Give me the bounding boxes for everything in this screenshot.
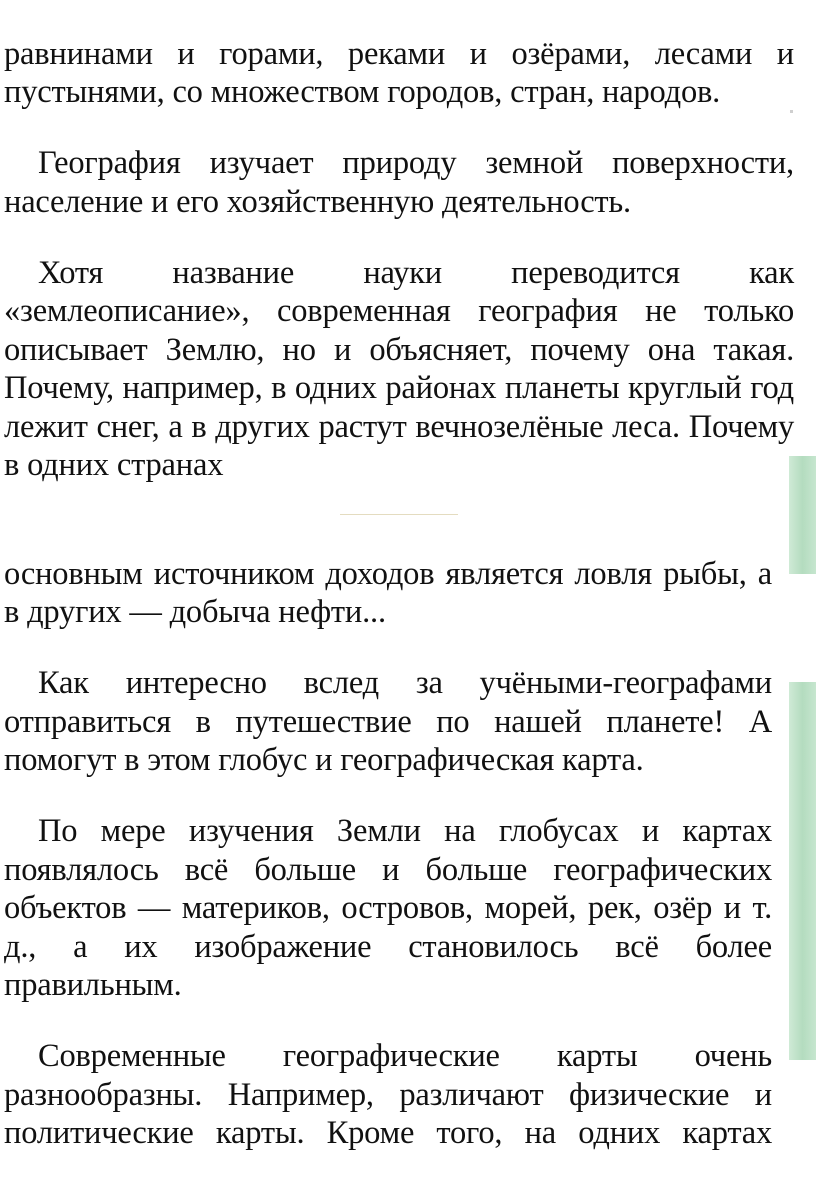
speck-mark: [790, 110, 793, 113]
text-block-bottom: [4, 522, 772, 1185]
paragraph-science-name: Хотя название науки переводится как «землеописание», современная география не только описывает Землю, но и объясняет, почему она такая. Почему, например, в одних районах планеты круглый год лежит снег, а в других растут вечнозелёные леса. Почему в одних странах: [4, 254, 794, 483]
paragraph-geography-studies: География изучает природу земной поверхности, население и его хозяйственную деятельность.: [4, 145, 794, 220]
text-block-top: [4, 2, 794, 517]
margin-stripe-upper: [789, 456, 816, 574]
paragraph-map-objects: По мере изучения Земли на глобусах и картах появлялось всё больше и больше географических объектов — материков, островов, морей, рек, озёр и т. д., а их изображение становилось всё более правильным.: [4, 813, 772, 1003]
margin-stripe-lower: [789, 682, 816, 1060]
paragraph-income-sources: основным источником доходов является ловля рыбы, а в других — добыча нефти...: [4, 555, 772, 630]
paragraph-continuation: равнинами и горами, реками и озёрами, лесами и пустынями, со множеством городов, стран, народов.: [4, 35, 794, 110]
paragraph-travel: Как интересно вслед за учёными-географами отправиться в путешествие по нашей планете! А помогут в этом глобус и географическая карта.: [4, 665, 772, 778]
paragraph-modern-maps: Современные географические карты очень разнообразны. Например, различают физические и политические карты. Кроме того, на одних картах: [4, 1038, 772, 1151]
page-divider: [340, 514, 458, 515]
